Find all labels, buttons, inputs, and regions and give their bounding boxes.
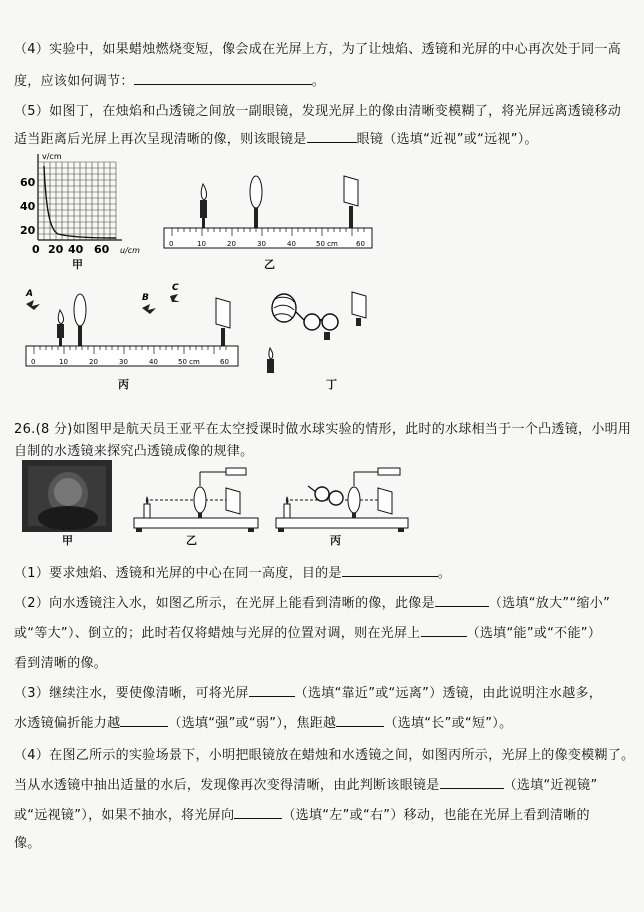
yi-ruler-label-40: 40 xyxy=(287,240,296,248)
bing-point-c-flame-icon xyxy=(170,294,180,302)
bing-convex-lens xyxy=(74,294,86,346)
26-bing-bench xyxy=(276,518,408,528)
yi-ruler-label-0: 0 xyxy=(169,240,174,248)
q26-part4-line1: （4）在图乙所示的实验场景下，小明把眼镜放在蜡烛和水透镜之间，如图丙所示，光屏上的像变模糊了。 xyxy=(14,748,635,763)
q26-part2-line3: 看到清晰的像。 xyxy=(14,656,108,671)
graph-y-tick-20: 20 xyxy=(20,224,36,237)
bing-ruler-label-30: 30 xyxy=(119,358,128,366)
26-yi-bench xyxy=(134,518,258,528)
figure-26-yi-water-lens-setup xyxy=(130,464,260,536)
q26-part1-prompt: （1）要求烛焰、透镜和光屏的中心在同一高度，目的是 xyxy=(14,566,342,581)
graph-y-label: v/cm xyxy=(42,152,62,161)
yi-ruler-label-10: 10 xyxy=(197,240,206,248)
q26-part2-line1 xyxy=(14,592,610,611)
ding-lens-stand xyxy=(272,294,296,322)
q26-part2-option-hint-1: （选填“放大”“缩小” xyxy=(488,596,611,611)
graph-x-tick-0: 0 xyxy=(32,243,40,256)
figure-yi-optical-bench xyxy=(160,166,380,258)
bing-point-b-flame-icon xyxy=(142,304,156,314)
bing-point-c-label: C xyxy=(172,283,179,293)
26-bing-candle xyxy=(284,496,290,518)
graph-x-tick-20: 20 xyxy=(48,243,64,256)
q25-part4-prompt: 度，应该如何调节： xyxy=(14,74,134,89)
bing-ruler-label-20: 20 xyxy=(89,358,98,366)
q26-part4-prompt: 当从水透镜中抽出适量的水后，发现像再次变得清晰，由此判断该眼镜是 xyxy=(14,778,440,793)
26-yi-syringe xyxy=(226,468,246,475)
q26-part3-option-hint-2: （选填“长”或“短”）。 xyxy=(384,716,513,731)
q26-part2-prompt: （2）向水透镜注入水，如图乙所示，在光屏上能看到清晰的像，此像是 xyxy=(14,596,435,611)
ding-glasses xyxy=(296,312,338,330)
yi-ruler-label-20: 20 xyxy=(227,240,236,248)
q26-intro-line1: 26.(8 分)如图甲是航天员王亚平在太空授课时做水球实验的情形，此时的水球相当于一个凸透镜，小明用 xyxy=(14,422,632,437)
26-yi-screen xyxy=(226,488,240,514)
bing-point-a-label: A xyxy=(26,289,33,299)
bing-point-a-flame-icon xyxy=(26,300,40,310)
caption-25-jia: 甲 xyxy=(72,258,83,271)
q25-part4-line2 xyxy=(14,70,325,89)
q26-intro-line2: 自制的水透镜来探究凸透镜成像的规律。 xyxy=(14,444,254,459)
caption-26-yi: 乙 xyxy=(186,534,197,547)
caption-26-jia: 甲 xyxy=(62,534,73,547)
q26-part3-power-prompt: 水透镜偏折能力越 xyxy=(14,716,121,731)
yi-ruler-label-30: 30 xyxy=(257,240,266,248)
caption-26-bing: 丙 xyxy=(330,534,341,547)
26-bing-screen xyxy=(378,488,392,514)
q26-part2-swap-prompt: 或“等大”）、倒立的；此时若仅将蜡烛与光屏的位置对调，则在光屏上 xyxy=(14,626,421,641)
q26-part2-image-type-blank[interactable] xyxy=(435,594,489,607)
bing-ruler-label-10: 10 xyxy=(59,358,68,366)
26-bing-glasses xyxy=(308,486,343,505)
bing-point-b-label: B xyxy=(142,293,149,303)
q26-part1-end: 。 xyxy=(437,566,452,581)
q26-part4-move-prompt: 或“远视镜”），如果不抽水，将光屏向 xyxy=(14,808,235,823)
yi-convex-lens xyxy=(250,176,262,228)
graph-x-tick-60: 60 xyxy=(94,243,110,256)
caption-25-yi: 乙 xyxy=(264,258,275,271)
q26-part3-line2 xyxy=(14,712,512,731)
figure-jia-vu-graph xyxy=(10,150,150,258)
q26-part3-prompt: （3）继续注水，要使像清晰，可将光屏 xyxy=(14,686,249,701)
yi-candle xyxy=(200,184,207,228)
bing-screen xyxy=(216,298,230,346)
graph-grid xyxy=(38,162,116,240)
q25-part5-answer-blank[interactable] xyxy=(307,130,357,143)
yi-ruler-label-60: 60 xyxy=(356,240,365,248)
q25-part4-line1: （4）实验中，如果蜡烛燃烧变短，像会成在光屏上方，为了让烛焰、透镜和光屏的中心再次处于同一高 xyxy=(14,42,622,57)
q26-part4-option-hint-1: （选填“近视镜” xyxy=(503,778,598,793)
q25-part5-prompt: 适当距离后光屏上再次呈现清晰的像，则该眼镜是 xyxy=(14,132,307,147)
q26-part4-glasses-type-blank[interactable] xyxy=(440,776,504,789)
figure-26-bing-water-lens-glasses xyxy=(272,464,412,536)
q26-part4-line3 xyxy=(14,804,590,823)
graph-x-label: u/cm xyxy=(120,246,140,255)
q26-part3-focal-prompt: （选填“强”或“弱”），焦距越 xyxy=(168,716,337,731)
caption-25-bing: 丙 xyxy=(118,378,129,391)
q26-part4-line2 xyxy=(14,774,597,793)
q25-part4-answer-blank[interactable] xyxy=(134,72,312,85)
ding-screen xyxy=(352,292,366,326)
yi-ruler-label-50: 50 cm xyxy=(316,240,338,248)
ding-glasses-base xyxy=(324,332,330,340)
q25-part5-option-hint: 眼镜（选填“近视”或“远视”）。 xyxy=(356,132,538,147)
q26-part2-can-see-blank[interactable] xyxy=(421,624,467,637)
ding-candle xyxy=(267,348,274,373)
bing-ruler-label-40: 40 xyxy=(149,358,158,366)
graph-x-tick-40: 40 xyxy=(68,243,84,256)
figure-bing-optical-bench xyxy=(22,282,246,376)
q26-part1-answer-blank[interactable] xyxy=(342,564,438,577)
figure-26-jia-astronaut-photo xyxy=(22,460,112,532)
graph-y-tick-60: 60 xyxy=(20,176,36,189)
q26-part4-line4: 像。 xyxy=(14,836,41,851)
caption-25-ding: 丁 xyxy=(326,378,337,391)
q26-part4-option-hint-2: （选填“左”或“右”）移动，也能在光屏上看到清晰的 xyxy=(282,808,590,823)
bing-ruler-label-50: 50 cm xyxy=(178,358,200,366)
q26-part4-direction-blank[interactable] xyxy=(234,806,282,819)
q26-part2-option-hint-2: （选填“能”或“不能”） xyxy=(466,626,602,641)
graph-y-tick-40: 40 xyxy=(20,200,36,213)
q26-part3-option-hint-1: （选填“靠近”或“远离”）透镜，由此说明注水越多， xyxy=(294,686,603,701)
26-yi-candle xyxy=(144,496,150,518)
q26-part3-screen-move-blank[interactable] xyxy=(249,684,295,697)
q26-part3-focal-blank[interactable] xyxy=(336,714,384,727)
q25-part4-end: 。 xyxy=(311,74,326,89)
26-bing-syringe xyxy=(378,468,400,475)
q26-part1 xyxy=(14,562,451,581)
yi-screen xyxy=(344,176,358,228)
q26-part3-power-blank[interactable] xyxy=(120,714,168,727)
figure-ding-glasses-setup xyxy=(258,286,378,382)
bing-ruler-label-60: 60 xyxy=(220,358,229,366)
q26-part2-line2 xyxy=(14,622,601,641)
bing-ruler-label-0: 0 xyxy=(31,358,36,366)
q25-part5-line1: （5）如图丁，在烛焰和凸透镜之间放一副眼镜，发现光屏上的像由清晰变模糊了，将光屏远离透镜移动 xyxy=(14,104,622,119)
bing-candle xyxy=(57,310,64,346)
q25-part5-line2 xyxy=(14,128,538,147)
q26-part3-line1 xyxy=(14,682,602,701)
